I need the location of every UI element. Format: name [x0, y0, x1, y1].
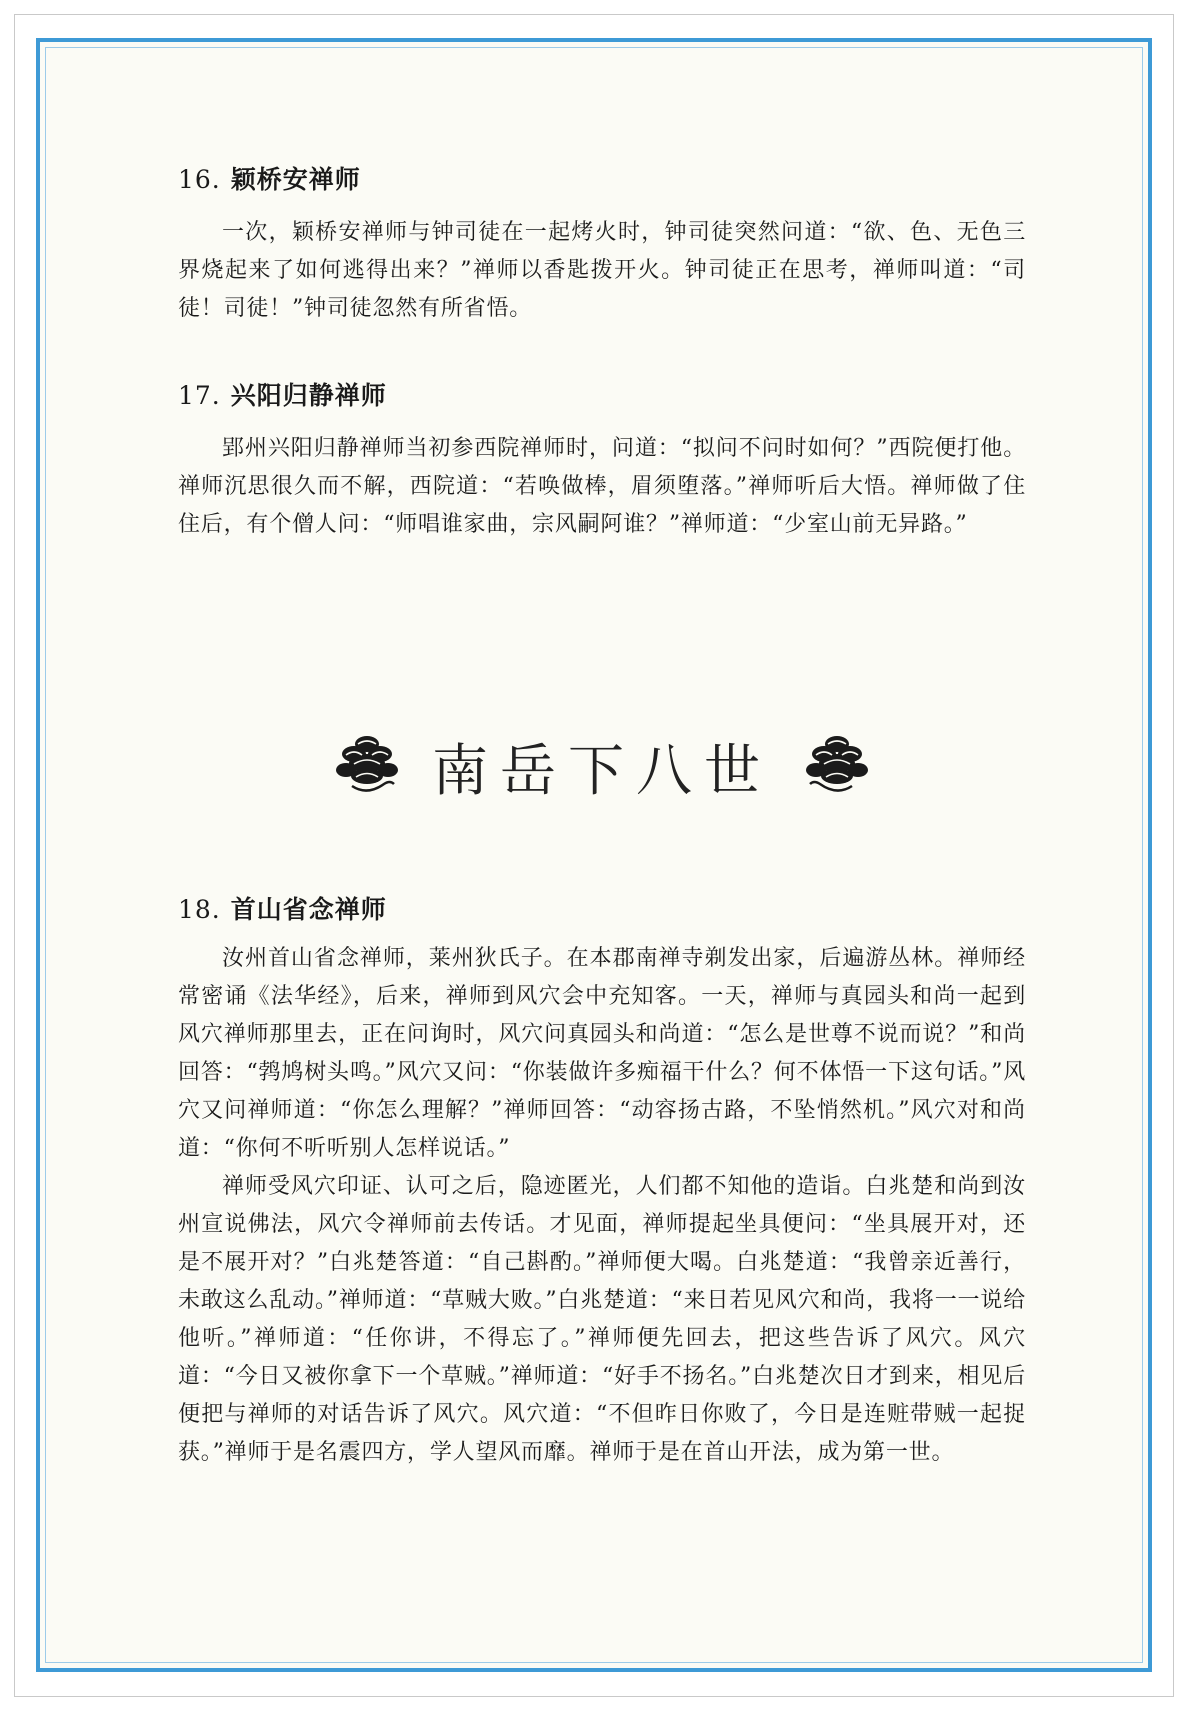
- cloud-ornament-icon: [802, 730, 872, 804]
- section-title: [178, 160, 1026, 196]
- section-title: [178, 890, 1026, 926]
- section-title: [178, 376, 1026, 412]
- cloud-ornament-icon: [332, 730, 402, 804]
- paragraph: 郢州兴阳归静禅师当初参西院禅师时，问道：“拟问不问时如何？”西院便打他。禅师沉思很久而不解，西院道：“若唤做棒，眉须堕落。”禅师听后大悟。禅师做了住住后，有个僧人问：“师唱谁家曲，宗风嗣阿谁？”禅师道：“少室山前无异路。”: [178, 436, 1026, 537]
- section-number: 18.: [178, 895, 221, 924]
- section-17: [178, 376, 1026, 544]
- section-title-text: 兴阳归静禅师: [230, 381, 387, 410]
- chapter-title: 南岳下八世: [432, 739, 772, 804]
- section-number: 16.: [178, 165, 221, 194]
- section-title-text: 颖桥安禅师: [230, 165, 361, 194]
- section-18: [178, 890, 1026, 1472]
- chapter-heading: [178, 712, 1026, 822]
- section-16: [178, 160, 1026, 328]
- section-number: 17.: [178, 381, 221, 410]
- paragraph: 汝州首山省念禅师，莱州狄氏子。在本郡南禅寺剃发出家，后遍游丛林。禅师经常密诵《法华经》，后来，禅师到风穴会中充知客。一天，禅师与真园头和尚一起到风穴禅师那里去，正在问询时，风穴问真园头和尚道：“怎么是世尊不说而说？”和尚回答：“鹁鸠树头鸣。”风穴又问：“你装做许多痴福干什么？何不体悟一下这句话。”风穴又问禅师道：“你怎么理解？”禅师回答：“动容扬古路，不坠悄然机。”风穴对和尚道：“你何不听听别人怎样说话。”: [178, 946, 1026, 1161]
- paragraph: 禅师受风穴印证、认可之后，隐迹匿光，人们都不知他的造诣。白兆楚和尚到汝州宣说佛法，风穴令禅师前去传话。才见面，禅师提起坐具便问：“坐具展开对，还是不展开对？”白兆楚答道：“自己斟酌。”禅师便大喝。白兆楚道：“我曾亲近善行，未敢这么乱动。”禅师道：“草贼大败。”白兆楚道：“来日若见风穴和尚，我将一一说给他听。”禅师道：“任你讲，不得忘了。”禅师便先回去，把这些告诉了风穴。风穴道：“今日又被你拿下一个草贼。”禅师道：“好手不扬名。”白兆楚次日才到来，相见后便把与禅师的对话告诉了风穴。风穴道：“不但昨日你败了，今日是连赃带贼一起捉获。”禅师于是名震四方，学人望风而靡。禅师于是在首山开法，成为第一世。: [178, 1174, 1026, 1465]
- section-title-text: 首山省念禅师: [230, 895, 387, 924]
- paragraph: 一次，颖桥安禅师与钟司徒在一起烤火时，钟司徒突然问道：“欲、色、无色三界烧起来了如何逃得出来？”禅师以香匙拨开火。钟司徒正在思考，禅师叫道：“司徒！司徒！”钟司徒忽然有所省悟。: [178, 220, 1026, 321]
